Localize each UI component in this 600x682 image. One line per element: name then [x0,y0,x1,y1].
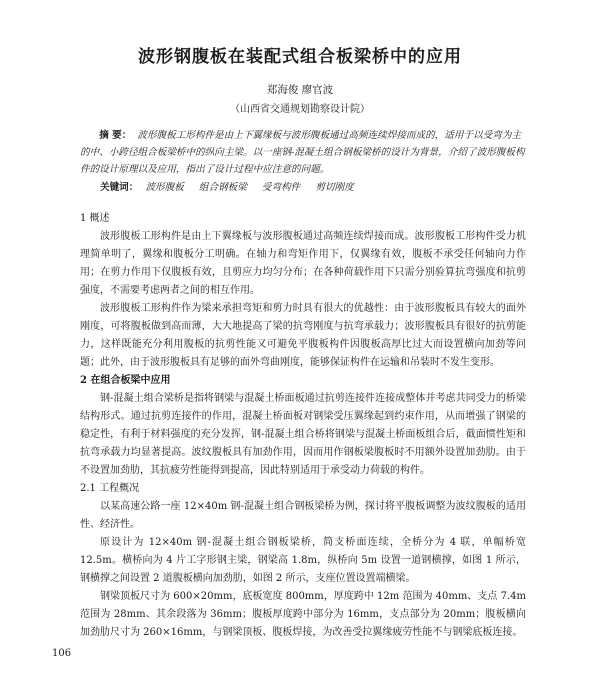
paper-title: 波形钢腹板在装配式组合板梁桥中的应用 [138,47,462,67]
paragraph: 波形腹板工形构件作为梁来承担弯矩和剪力时具有很大的优越性：由于波形腹板具有较大的面外刚度，可将腹板做到高而薄，大大地提高了梁的抗弯刚度与抗弯承载力；波形腹板具有很好的抗剪能力，这样既能充分利用腹板的抗剪性能又可避免平腹板构件因腹板高厚比过大而设置横向加劲等问题；此外，由于波形腹板具有足够的面外弯曲刚度，能够保证构件在运输和吊装时不发生变形。 [80,303,526,368]
affiliation: （山西省交通规划勘察设计院） [230,104,370,115]
abstract-label: 摘 要： [99,130,132,141]
abstract [80,127,526,178]
page-number: 106 [52,648,72,659]
paragraph: 钢梁顶板尺寸为 600×20mm，底板宽度 800mm，厚度跨中 12m 范围为 40mm、支点 7.4m 范围为 28mm、其余段落为 36mm；腹板厚度跨中部分为 16mm，支点部分为 20mm；腹板横向加劲肋尺寸为 260×16mm，与钢梁顶板、腹板焊接，为改善受拉翼缘疲劳性能不与钢梁底板连接。 [80,591,526,638]
paragraph: 以某高速公路一座 12×40m 钢-混凝土组合钢板梁桥为例，探讨将平腹板调整为波纹腹板的适用性、经济性。 [80,501,526,530]
section-heading-1: 1 概述 [80,213,110,224]
keyword: 波形腹板 [145,182,184,193]
paragraph: 原设计为 12×40m 钢-混凝土组合钢板梁桥，简支桥面连续，全桥分为 4 联，单幅桥宽 12.5m。横桥向为 4 片工字形钢主梁，钢梁高 1.8m，纵桥向 5m 设置一道钢横撑，如图 1 所示，钢横撑之间设置 2 道腹板横向加劲肋，如图 2 所示，支座位置设置端横梁。 [80,537,526,584]
paragraph: 波形腹板工形构件是由上下翼缘板与波形腹板通过高频连续焊接而成。波形腹板工形构件受力机理简单明了，翼缘和腹板分工明确。在轴力和弯矩作用下，仅翼缘有效，腹板不承受任何轴向力作用；在剪力作用下仅腹板有效，且剪应力均匀分布；在各种荷载作用下只需分别验算抗弯强度和抗剪强度，不需要考虑两者之间的相互作用。 [80,231,526,296]
authors: 郑海俊 廖官波 [266,84,334,96]
keyword: 组合钢板梁 [198,182,247,193]
keywords [100,180,526,195]
section-heading-2: 2 在组合板梁中应用 [80,375,171,386]
keyword: 受弯构件 [261,182,301,193]
paragraph: 钢-混凝土组合梁桥是指将钢梁与混凝土桥面板通过抗剪连接件连接成整体并考虑共同受力的桥梁结构形式。通过抗剪连接件的作用，混凝土桥面板对钢梁受压翼缘起到约束作用，从而增强了钢梁的稳定性，有利于材料强度的充分发挥，钢-混凝土组合桥将钢梁与混凝土桥面板组合后，截面惯性矩和抗弯承载力均显著提高。波纹腹板具有加劲作用，因而用作钢板梁腹板时不用额外设置加劲肋。由于不设置加劲肋，其抗疲劳性能得到提高，因此特别适用于承受动力荷载的构件。 [80,393,526,476]
section-heading-2-1: 2.1 工程概况 [80,483,140,494]
keywords-label: 关键词： [100,182,139,193]
paper-body [80,210,526,642]
keyword: 剪切刚度 [315,182,354,193]
abstract-text: 波形腹板工形构件是由上下翼缘板与波形腹板通过高频连续焊接而成的，适用于以受弯为主的中、小跨径组合板梁桥中的纵向主梁。以一座钢-混凝土组合钢板梁桥的设计为背景，介绍了波形腹板构件的设计原理以及应用，指出了设计过程中应注意的问题。 [80,130,525,175]
